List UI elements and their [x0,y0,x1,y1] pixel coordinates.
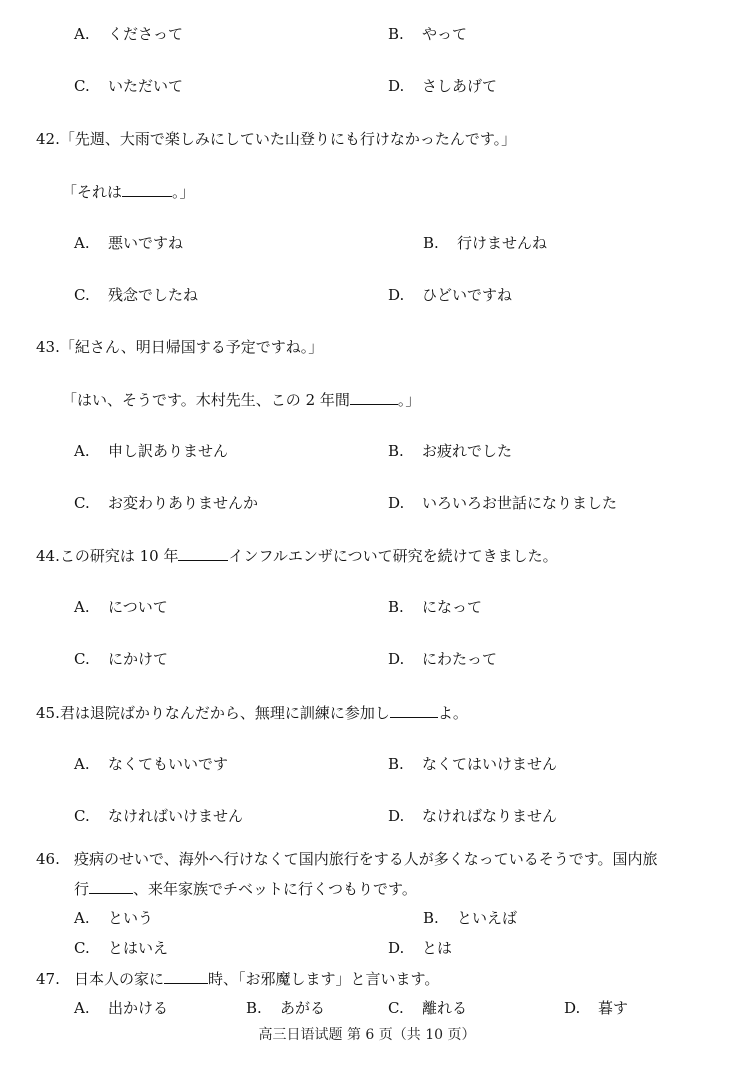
answer-blank [390,703,438,718]
question-text: 疫病のせいで、海外へ行けなくて国内旅行をする人が多くなっているそうです。国内旅 [74,850,658,868]
option-text: なければいけません [108,807,244,825]
q42-option-b[interactable] [423,234,547,252]
q45-stem [36,703,468,722]
question-text: インフルエンザについて研究を続けてきました。 [228,547,558,565]
reply-text: 。」 [172,183,195,201]
question-number: 47. [36,970,60,988]
option-label: D. [388,650,405,668]
q41-option-a[interactable] [74,25,183,43]
q41-option-d[interactable] [388,77,497,95]
q44-option-a[interactable] [74,598,168,616]
question-text: 行 [74,880,90,898]
option-label: C. [74,286,90,304]
q44-option-d[interactable] [388,650,497,668]
q47-option-d[interactable] [564,999,628,1017]
option-label: D. [564,999,581,1017]
question-number: 43. [36,338,60,356]
question-text: よ。 [437,704,468,722]
answer-blank [89,879,133,894]
option-label: B. [423,234,439,252]
option-label: B. [388,755,404,773]
option-label: C. [74,494,90,512]
option-label: B. [423,909,439,927]
q43-option-c[interactable] [74,494,258,512]
option-label: C. [74,77,90,95]
option-text: にかけて [108,650,169,668]
option-label: A. [74,755,90,773]
q47-stem [36,969,439,988]
q46-option-c[interactable] [74,939,168,957]
q43-reply [62,390,420,409]
option-text: 申し訳ありません [108,442,229,460]
q43-option-b[interactable] [388,442,512,460]
option-text: 暮す [598,999,629,1017]
option-label: D. [388,939,405,957]
question-text: 日本人の家に [74,970,165,988]
reply-text: 「はい、そうです。木村先生、この 2 年間 [62,391,350,409]
question-number: 45. [36,704,60,722]
option-label: D. [388,494,405,512]
option-label: B. [388,442,404,460]
q42-reply [62,182,195,201]
option-text: やって [422,25,468,43]
option-text: あがる [280,999,326,1017]
option-text: お変わりありませんか [108,494,259,512]
q47-option-c[interactable] [388,999,467,1017]
q44-option-b[interactable] [388,598,482,616]
q46-stem-line1 [36,850,658,868]
option-text: とは [422,939,453,957]
option-label: B. [388,598,404,616]
question-text: 「先週、大雨で楽しみにしていた山登りにも行けなかったんです。」 [59,130,517,148]
option-label: C. [74,939,90,957]
option-text: にわたって [422,650,498,668]
option-text: くださって [108,25,184,43]
option-label: C. [74,807,90,825]
option-label: C. [74,650,90,668]
option-text: いただいて [108,77,184,95]
reply-text: 。」 [397,391,421,409]
q41-option-b[interactable] [388,25,467,43]
option-label: A. [74,442,90,460]
option-label: C. [388,999,404,1017]
q45-option-d[interactable] [388,807,557,825]
q43-option-d[interactable] [388,494,617,512]
answer-blank [122,182,172,197]
q45-option-a[interactable] [74,755,228,773]
option-text: という [108,909,154,927]
option-label: A. [74,25,90,43]
q43-option-a[interactable] [74,442,228,460]
question-text: 君は退院ばかりなんだから、無理に訓練に参加し [59,704,390,722]
question-text: この研究は 10 年 [59,547,179,565]
answer-blank [178,546,228,561]
q46-stem-line2 [74,879,417,898]
q46-option-b[interactable] [423,909,517,927]
question-number: 44. [36,547,60,565]
option-label: A. [74,234,90,252]
q44-option-c[interactable] [74,650,168,668]
option-text: とはいえ [108,939,169,957]
answer-blank [164,969,208,984]
question-text: 、来年家族でチベットに行くつもりです。 [133,880,417,898]
q42-option-c[interactable] [74,286,198,304]
option-text: 離れる [422,999,468,1017]
option-text: 行けませんね [457,234,548,252]
option-text: 残念でしたね [108,286,199,304]
answer-blank [350,390,398,405]
option-text: ひどいですね [422,286,513,304]
option-text: 悪いですね [108,234,184,252]
question-number: 46. [36,850,60,868]
option-text: なくてもいいです [108,755,229,773]
option-label: D. [388,286,405,304]
question-text: 「紀さん、明日帰国する予定ですね。」 [59,338,324,356]
q42-option-d[interactable] [388,286,512,304]
option-text: について [108,598,168,616]
option-text: いろいろお世話になりました [422,494,618,512]
q43-stem [36,338,323,356]
option-text: といえば [457,909,518,927]
question-number: 42. [36,130,60,148]
option-label: A. [74,909,90,927]
option-text: さしあげて [422,77,498,95]
reply-text: 「それは [62,183,123,201]
option-text: 出かける [108,999,169,1017]
q42-stem [36,130,516,148]
q47-option-b[interactable] [246,999,325,1017]
option-text: になって [422,598,483,616]
option-label: A. [74,598,90,616]
option-label: A. [74,999,90,1017]
q46-option-a[interactable] [74,909,153,927]
question-text: 時、「お邪魔します」と言います。 [208,970,440,988]
option-text: お疲れでした [422,442,513,460]
option-label: D. [388,77,405,95]
page-footer: 高三日语试题 第 6 页（共 10 页） [258,1027,476,1043]
option-text: なくてはいけません [422,755,558,773]
q42-option-a[interactable] [74,234,183,252]
q45-option-c[interactable] [74,807,243,825]
q45-option-b[interactable] [388,755,557,773]
option-text: なければなりません [422,807,558,825]
option-label: B. [246,999,262,1017]
q46-option-d[interactable] [388,939,452,957]
q47-option-a[interactable] [74,999,168,1017]
option-label: B. [388,25,404,43]
q41-option-c[interactable] [74,77,183,95]
option-label: D. [388,807,405,825]
q44-stem [36,546,558,565]
